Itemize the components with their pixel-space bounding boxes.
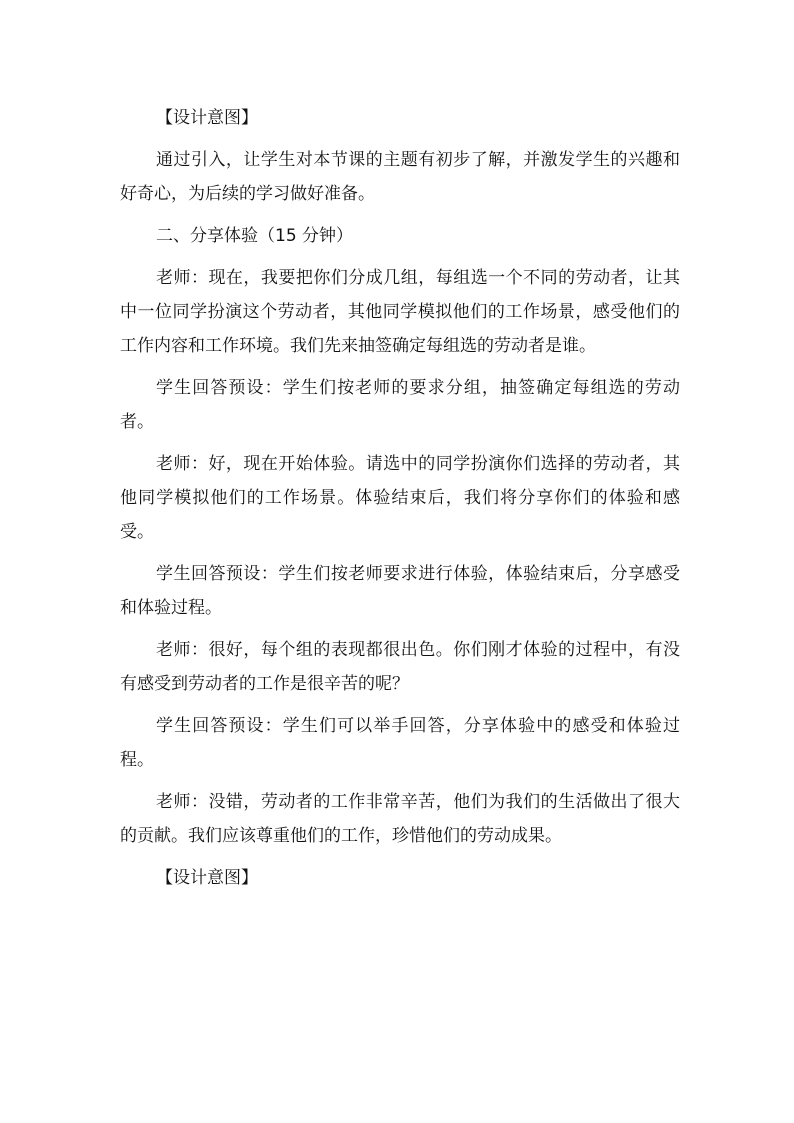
paragraph-student-experience: 学生回答预设：学生们按老师要求进行体验，体验结束后，分享感受和体验过程。 [120,564,680,618]
paragraph-student-grouping: 学生回答预设：学生们按老师的要求分组，抽签确定每组选的劳动者。 [120,378,680,432]
paragraph-teacher-conclusion: 老师：没错，劳动者的工作非常辛苦，他们为我们的生活做出了很大的贡献。我们应该尊重他们的工作，珍惜他们的劳动成果。 [120,792,680,846]
paragraph-teacher-start: 老师：好，现在开始体验。请选中的同学扮演你们选择的劳动者，其他同学模拟他们的工作场景。体验结束后，我们将分享你们的体验和感受。 [120,454,680,542]
paragraph-teacher-question: 老师：很好，每个组的表现都很出色。你们刚才体验的过程中，有没有感受到劳动者的工作是很辛苦的呢？ [120,640,680,694]
paragraph-teacher-grouping: 老师：现在，我要把你们分成几组，每组选一个不同的劳动者，让其中一位同学扮演这个劳动者，其他同学模拟他们的工作场景，感受他们的工作内容和工作环境。我们先来抽签确定每组选的劳动者是谁。 [120,268,680,356]
section-heading-share-experience: 二、分享体验（15 分钟） [156,226,354,246]
paragraph-student-answer: 学生回答预设：学生们可以举手回答，分享体验中的感受和体验过程。 [120,716,680,770]
section-heading-design-intent-2: 【设计意图】 [156,868,258,888]
paragraph-intro-purpose: 通过引入，让学生对本节课的主题有初步了解，并激发学生的兴趣和好奇心，为后续的学习做好准备。 [120,150,680,204]
section-heading-design-intent: 【设计意图】 [156,108,258,128]
document-body [120,101,680,903]
